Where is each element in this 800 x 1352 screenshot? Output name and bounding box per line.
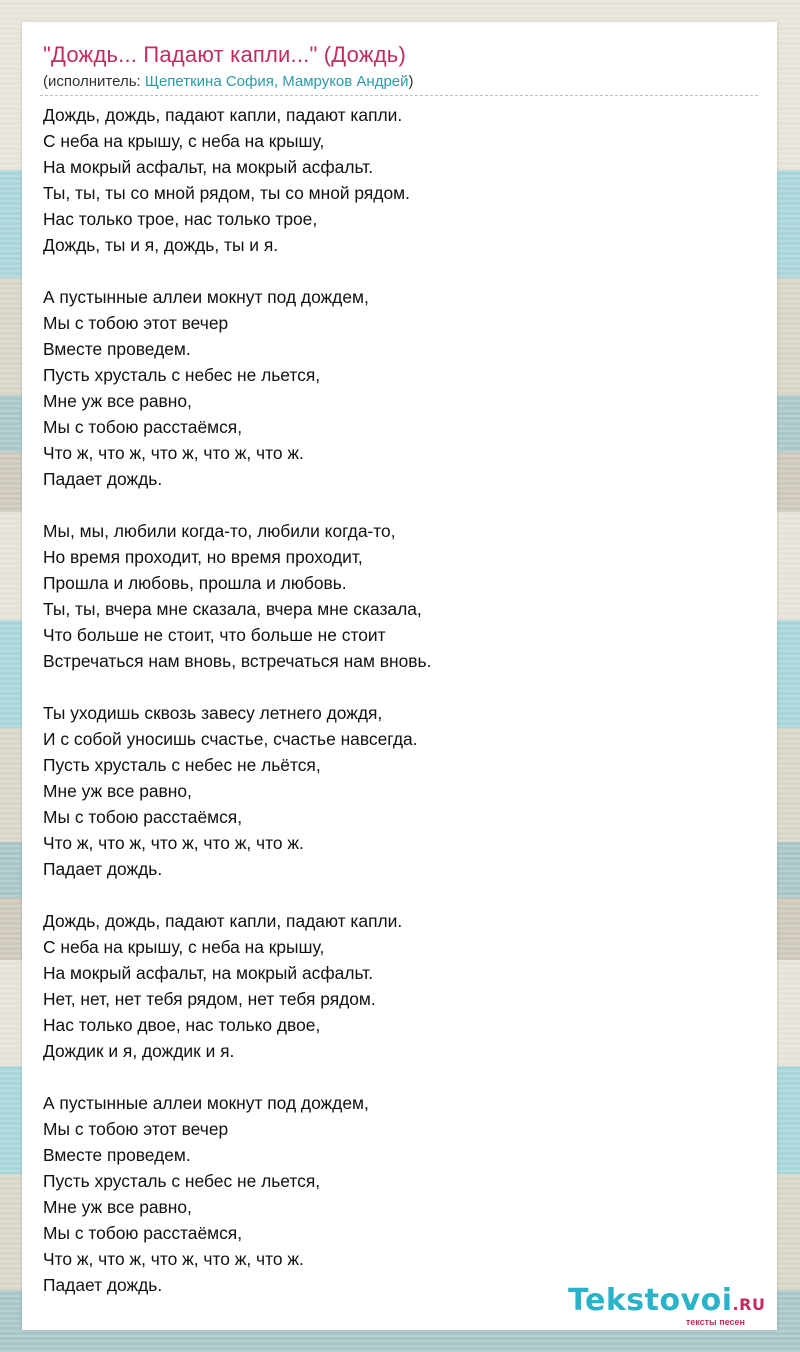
lyrics-line: Падает дождь. (43, 1275, 163, 1295)
lyrics-stanza (43, 908, 763, 1064)
lyrics-line: Нет, нет, нет тебя рядом, нет тебя рядом. (43, 989, 376, 1009)
lyrics-line: А пустынные аллеи мокнут под дождем, (43, 287, 369, 307)
lyrics-line: Падает дождь. (43, 859, 163, 879)
lyrics-line: Дождик и я, дождик и я. (43, 1041, 235, 1061)
lyrics-line: Мне уж все равно, (43, 391, 192, 411)
lyrics-line: Ты, ты, ты со мной рядом, ты со мной рядом. (43, 183, 410, 203)
lyrics-line: Но время проходит, но время проходит, (43, 547, 363, 567)
lyrics-line: Встречаться нам вновь, встречаться нам вновь. (43, 651, 432, 671)
lyrics-line: Пусть хрусталь с небес не льётся, (43, 755, 321, 775)
lyrics-line: Ты уходишь сквозь завесу летнего дождя, (43, 703, 383, 723)
lyrics-line: С неба на крышу, с неба на крышу, (43, 131, 325, 151)
lyrics-line: Вместе проведем. (43, 1145, 191, 1165)
artist-link[interactable]: Щепеткина София, Мамруков Андрей (144, 73, 409, 90)
lyrics-line: Дождь, ты и я, дождь, ты и я. (43, 235, 279, 255)
lyrics-line: Нас только трое, нас только трое, (43, 209, 318, 229)
lyrics-line: И с собой уносишь счастье, счастье навсегда. (43, 729, 418, 749)
lyrics-line: Мы с тобою расстаёмся, (43, 417, 243, 437)
lyrics-line: Дождь, дождь, падают капли, падают капли. (43, 105, 403, 125)
lyrics-line: Ты, ты, вчера мне сказала, вчера мне сказала, (43, 599, 422, 619)
lyrics-line: Падает дождь. (43, 469, 163, 489)
lyrics-line: Что ж, что ж, что ж, что ж, что ж. (43, 833, 304, 853)
lyrics-line: Дождь, дождь, падают капли, падают капли. (43, 911, 403, 931)
lyrics-line: Мы с тобою расстаёмся, (43, 1223, 243, 1243)
lyrics-stanza (43, 700, 763, 882)
lyrics-line: Что ж, что ж, что ж, что ж, что ж. (43, 443, 304, 463)
lyrics-stanza (43, 102, 763, 258)
site-logo[interactable] (568, 1284, 773, 1328)
lyrics-card (22, 22, 777, 1330)
lyrics-line: Нас только двое, нас только двое, (43, 1015, 321, 1035)
lyrics-line: С неба на крышу, с неба на крышу, (43, 937, 325, 957)
artist-prefix: (исполнитель: (43, 73, 145, 90)
artist-suffix: ) (408, 73, 414, 90)
lyrics-line: Мы с тобою этот вечер (43, 1119, 229, 1139)
lyrics-line: Что ж, что ж, что ж, что ж, что ж. (43, 1249, 304, 1269)
lyrics-line: На мокрый асфальт, на мокрый асфальт. (43, 963, 374, 983)
artist-line (43, 73, 414, 90)
lyrics-stanza (43, 284, 763, 492)
lyrics-line: Мне уж все равно, (43, 1197, 192, 1217)
logo-text: Tekstovoi (568, 1283, 733, 1318)
lyrics-line: Что больше не стоит, что больше не стоит (43, 625, 386, 645)
lyrics-line: А пустынные аллеи мокнут под дождем, (43, 1093, 369, 1113)
logo-tagline: тексты песен (685, 1317, 745, 1327)
lyrics-line: Пусть хрусталь с небес не льется, (43, 365, 321, 385)
lyrics-stanza (43, 1090, 763, 1298)
lyrics-line: Мы с тобою этот вечер (43, 313, 229, 333)
lyrics-line: На мокрый асфальт, на мокрый асфальт. (43, 157, 374, 177)
logo-domain: .RU (732, 1295, 766, 1314)
lyrics-stanza (43, 518, 763, 674)
header-divider (40, 95, 758, 96)
lyrics-line: Вместе проведем. (43, 339, 191, 359)
song-title: "Дождь... Падают капли..." (Дождь) (43, 42, 406, 67)
lyrics-line: Мы, мы, любили когда-то, любили когда-то, (43, 521, 396, 541)
lyrics-line: Мы с тобою расстаёмся, (43, 807, 243, 827)
lyrics-line: Пусть хрусталь с небес не льется, (43, 1171, 321, 1191)
lyrics-line: Прошла и любовь, прошла и любовь. (43, 573, 347, 593)
lyrics-line: Мне уж все равно, (43, 781, 192, 801)
lyrics-body (43, 102, 763, 1298)
